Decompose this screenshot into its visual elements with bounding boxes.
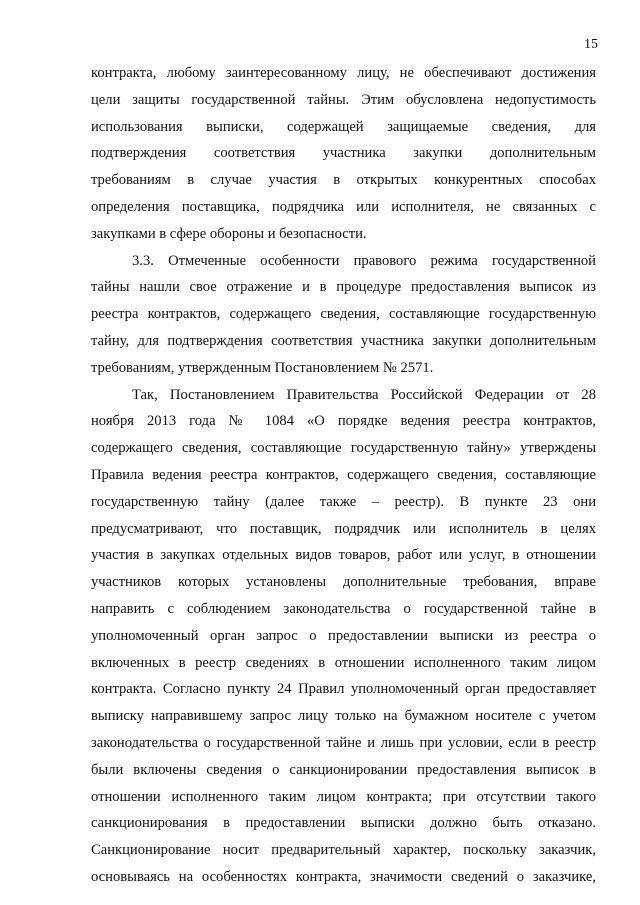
paragraph-start: 3.3. Отмеченные особенности правового режима государственной bbox=[132, 252, 596, 269]
text-line: определения поставщика, подрядчика или исполнителя, не связанных с bbox=[91, 198, 596, 215]
text-line: были включены сведения о санкционировании предоставления выписок в bbox=[91, 761, 596, 778]
document-body bbox=[91, 60, 596, 891]
text-line: цели защиты государственной тайны. Этим обусловлена недопустимость bbox=[91, 91, 596, 108]
text-line: подтверждения соответствия участника закупки дополнительным bbox=[91, 145, 596, 162]
text-line: использования выписки, содержащей защищаемые сведения, для bbox=[91, 118, 596, 135]
text-line: Правила ведения реестра контрактов, содержащего сведения, составляющие bbox=[91, 466, 596, 483]
text-line: санкционирования в предоставлении выписки должно быть отказано. bbox=[91, 815, 596, 832]
text-line: государственную тайну (далее также – реестр). В пункте 23 они bbox=[91, 493, 596, 510]
text-line: Санкционирование носит предварительный характер, поскольку заказчик, bbox=[91, 842, 596, 859]
text-line: тайны нашли свое отражение и в процедуре предоставления выписок из bbox=[91, 279, 596, 296]
text-line: контракта. Согласно пункту 24 Правил уполномоченный орган предоставляет bbox=[91, 681, 596, 698]
text-line: направить с соблюдением законодательства о государственной тайне в bbox=[91, 600, 596, 617]
text-line: участников которых установлены дополнительные требования, вправе bbox=[91, 574, 596, 591]
text-line: законодательства о государственной тайне и лишь при условии, если в реестр bbox=[91, 734, 596, 751]
text-line: ноября 2013 года № 1084 «О порядке ведения реестра контрактов, bbox=[91, 413, 596, 430]
text-line: отношении исполненного таким лицом контракта; при отсутствии такого bbox=[91, 788, 596, 805]
text-line: закупками в сфере обороны и безопасности. bbox=[91, 225, 367, 242]
text-line: содержащего сведения, составляющие государственную тайну» утверждены bbox=[91, 440, 596, 457]
page-number: 15 bbox=[584, 37, 598, 52]
text-line: участия в закупках отдельных видов товаров, работ или услуг, в отношении bbox=[91, 547, 596, 564]
text-line: реестра контрактов, содержащего сведения, составляющие государственную bbox=[91, 306, 596, 323]
text-line: включенных в реестр сведениях в отношении исполненного таким лицом bbox=[91, 654, 596, 671]
text-line: требованиям в случае участия в открытых конкурентных способах bbox=[91, 172, 596, 189]
text-line: предусматривают, что поставщик, подрядчик или исполнитель в целях bbox=[91, 520, 596, 537]
text-line: тайну, для подтверждения соответствия участника закупки дополнительным bbox=[91, 332, 596, 349]
text-line: выписку направившему запрос лицу только на бумажном носителе с учетом bbox=[91, 708, 596, 725]
text-line: уполномоченный орган запрос о предоставлении выписки из реестра о bbox=[91, 627, 596, 644]
text-line: требованиям, утвержденным Постановлением № 2571. bbox=[91, 359, 434, 376]
text-line: контракта, любому заинтересованному лицу, не обеспечивают достижения bbox=[91, 65, 596, 81]
paragraph-start: Так, Постановлением Правительства Российской Федерации от 28 bbox=[132, 386, 596, 403]
text-line: основываясь на особенностях контракта, значимости сведений о заказчике, bbox=[91, 868, 596, 885]
